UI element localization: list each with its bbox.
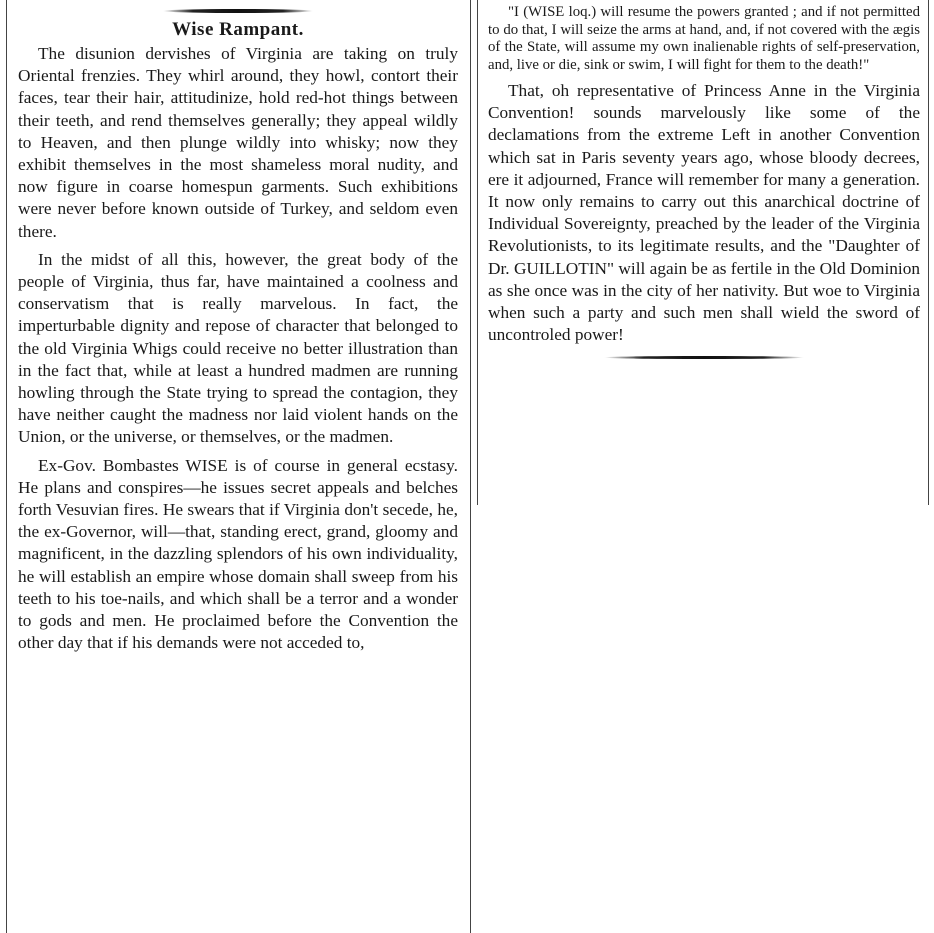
headline-ornament-rule xyxy=(163,9,313,13)
article-paragraph-4: That, oh representative of Princess Anne in the Virginia Convention! sounds marvelously like some of the declamations from the extreme Left in another Convention which sat in Paris seventy years ago, whose bloody decrees, ere it adjourned, France will remember for many a generation. It now only remains to carry out this anarchical doctrine of Individual Sovereignty, preached by the leader of the Virginia Revolutionists, to its legitimate results, and the "Daughter of Dr. GUILLOTIN" will again be as fertile in the Old Dominion as she once was in the city of her nativity. But woe to Virginia when such a party and such men shall wield the sword of uncontroled power! xyxy=(488,81,920,345)
column-rule-middle xyxy=(470,0,471,933)
end-ornament-rule xyxy=(604,356,804,359)
article-paragraph-3: Ex-Gov. Bombastes WISE is of course in general ecstasy. He plans and conspires—he issues secret appeals and belches forth Vesuvian fires. He swears that if Virginia don't secede, he, the ex-Governor, will—that, standing erect, grand, gloomy and magnificent, in the dazzling splendors of his own individuality, he will establish an empire whose domain shall sweep from his teeth to his toe-nails, and which shall be a terror and a wonder to gods and men. He proclaimed before the Convention the other day that if his demands were not acceded to, xyxy=(18,455,458,653)
column-rule-left xyxy=(6,0,7,933)
article-column-right xyxy=(488,0,920,359)
article-paragraph-1: The disunion dervishes of Virginia are taking on truly Oriental frenzies. They whirl around, they howl, contort their faces, tear their hair, attitudinize, hold red-hot things between their teeth, and rend themselves generally; they appeal wildly to Heaven, and then plunge wildly into whisky; now they exhibit themselves in the most shameless moral nudity, and now figure in coarse homespun garments. Such exhibitions were never before known outside of Turkey, and seldom even there. xyxy=(18,44,458,241)
article-headline: Wise Rampant. xyxy=(172,19,304,40)
column-rule-middle-inner xyxy=(477,0,478,505)
article-paragraph-2: In the midst of all this, however, the great body of the people of Virginia, thus far, have maintained a coolness and conservatism that is really marvelous. In fact, the imperturbable dignity and repose of character that belonged to the old Virginia Whigs could receive no better illustration than in the fact that, while at least a hundred madmen are running howling through the State trying to spread the contagion, they have neither caught the madness nor laid violent hands on the Union, or the universe, or themselves, or the madmen. xyxy=(18,249,458,447)
article-column-left xyxy=(18,0,458,660)
wise-quotation: "I (WISE loq.) will resume the powers granted ; and if not permitted to do that, I will seize the arms at hand, and, if not covered with the ægis of the State, will assume my own inalienable rights of self-preservation, and, live or die, sink or swim, I will fight for them to the death!" xyxy=(488,4,920,73)
column-rule-right xyxy=(928,0,929,505)
